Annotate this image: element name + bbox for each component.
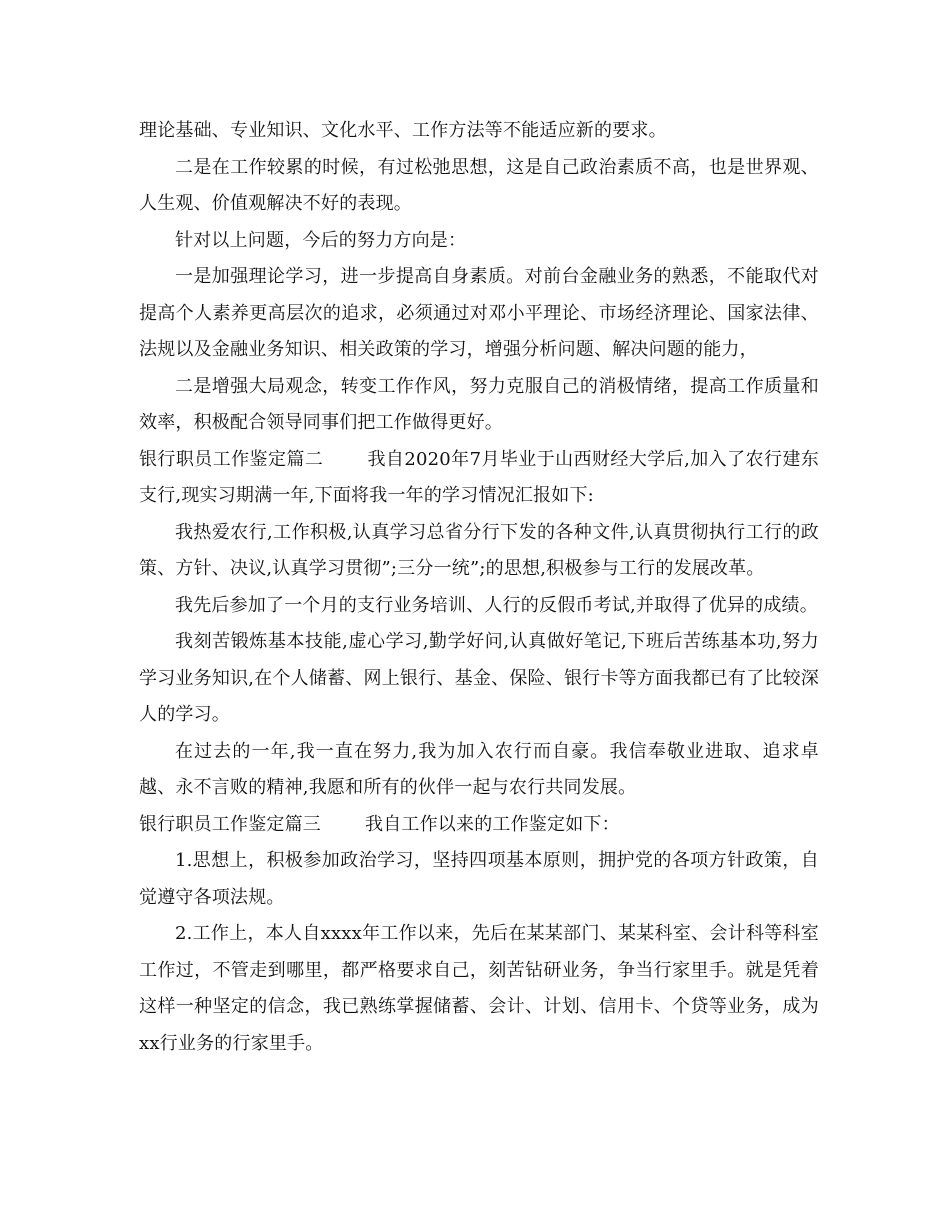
paragraph: 针对以上问题，今后的努力方向是： [175, 229, 467, 251]
section-title-3: 银行职员工作鉴定篇三 [139, 813, 321, 835]
section-paragraph-3 [139, 807, 819, 844]
paragraph: 我刻苦锻炼基本技能,虚心学习,勤学好问,认真做好笔记,下班后苦练基本功,努力学习业务知识,在个人储蓄、网上银行、基金、保险、银行卡等方面我都已有了比较深人的学习。 [139, 631, 819, 725]
paragraph: 我热爱农行,工作积极,认真学习总省分行下发的各种文件,认真贯彻执行工行的政策、方针、决议,认真学习贯彻”;三分一统”;的思想,积极参与工行的发展改革。 [139, 521, 819, 579]
section-title-2: 银行职员工作鉴定篇二 [139, 448, 324, 470]
document-body [139, 113, 819, 1062]
paragraph: 2.工作上，本人自xxxx年工作以来，先后在某某部门、某某科室、会计科等科室工作过，不管走到哪里，都严格要求自己，刻苦钻研业务，争当行家里手。就是凭着这样一种坚定的信念，我已熟练掌握储蓄、会计、计划、信用卡、个贷等业务，成为xx行业务的行家里手。 [139, 923, 819, 1054]
paragraph: 二是增强大局观念，转变工作作风，努力克服自己的消极情绪，提高工作质量和效率，积极配合领导同事们把工作做得更好。 [139, 375, 819, 433]
paragraph: 一是加强理论学习，进一步提高自身素质。对前台金融业务的熟悉，不能取代对提高个人素养更高层次的追求，必须通过对邓小平理论、市场经济理论、国家法律、法规以及金融业务知识、相关政策的学习，增强分析问题、解决问题的能力， [139, 266, 819, 360]
section-intro-2: 我自2020年7月毕业于山西财经大学后,加入了农行建东支行,现实习期满一年,下面将我一年的学习情况汇报如下: [139, 448, 820, 506]
section-paragraph-2 [139, 442, 819, 515]
paragraph: 1.思想上，积极参加政治学习，坚持四项基本原则，拥护党的各项方针政策，自觉遵守各项法规。 [139, 850, 819, 908]
paragraph: 我先后参加了一个月的支行业务培训、人行的反假币考试,并取得了优异的成绩。 [175, 594, 818, 616]
paragraph-continuation: 理论基础、专业知识、文化水平、工作方法等不能适应新的要求。 [139, 120, 667, 141]
paragraph: 二是在工作较累的时候，有过松弛思想，这是自己政治素质不高，也是世界观、人生观、价值观解决不好的表现。 [139, 156, 819, 214]
section-intro-3: 我自工作以来的工作鉴定如下： [365, 813, 620, 835]
paragraph: 在过去的一年,我一直在努力,我为加入农行而自豪。我信奉敬业进取、追求卓越、永不言败的精神,我愿和所有的伙伴一起与农行共同发展。 [139, 740, 819, 798]
